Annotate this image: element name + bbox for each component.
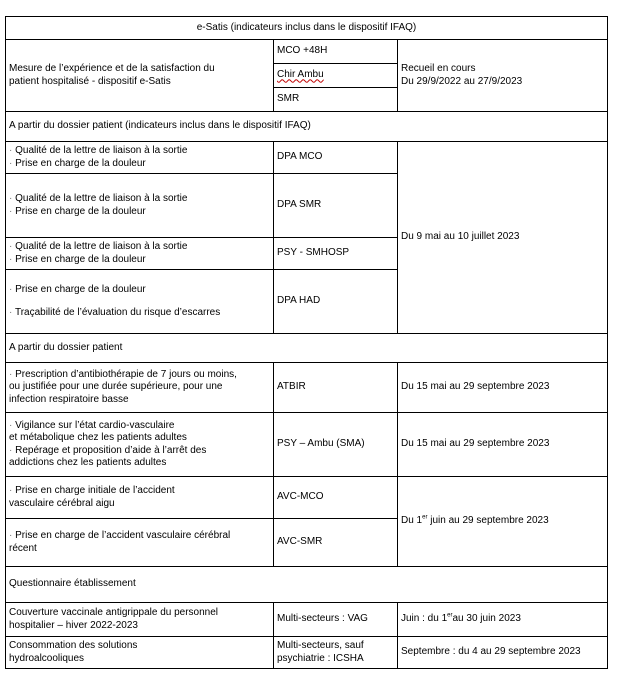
indicators-table: [5, 16, 608, 669]
section-header-esatis: [6, 17, 608, 40]
sector-code: AVC-MCO: [274, 477, 398, 519]
indicator-description: · Prescription d’antibiothérapie de 7 jours ou moins, ou justifiée pour une durée supérieure, pour une infection respiratoire basse: [6, 363, 274, 413]
sector-code: DPA MCO: [274, 142, 398, 174]
indicator-description: · Qualité de la lettre de liaison à la sortie · Prise en charge de la douleur: [6, 142, 274, 174]
collection-period: Recueil en cours Du 29/9/2022 au 27/9/2023: [398, 40, 608, 112]
collection-period: Septembre : du 4 au 29 septembre 2023: [398, 637, 608, 669]
section-title: e-Satis (indicateurs inclus dans le dispositif IFAQ): [6, 17, 608, 40]
sector-code: SMR: [274, 88, 398, 112]
section-header-questionnaire: [6, 567, 608, 603]
table-row: [6, 637, 608, 669]
table-row: [6, 413, 608, 477]
sector-code: Multi-secteurs : VAG: [274, 603, 398, 637]
sector-code: AVC-SMR: [274, 519, 398, 567]
indicator-description: · Prise en charge de la douleur · Traçabilité de l’évaluation du risque d’escarres: [6, 270, 274, 334]
indicator-description: · Prise en charge initiale de l’accident vasculaire cérébral aigu: [6, 477, 274, 519]
indicator-description: Couverture vaccinale antigrippale du personnel hospitalier – hiver 2022-2023: [6, 603, 274, 637]
table-row: [6, 40, 608, 64]
section-header-dpa-ifaq: [6, 112, 608, 142]
sector-code: PSY – Ambu (SMA): [274, 413, 398, 477]
table-row: [6, 363, 608, 413]
section-header-dpa: [6, 334, 608, 363]
indicator-description: · Prise en charge de l’accident vasculaire cérébral récent: [6, 519, 274, 567]
table-row: [6, 477, 608, 519]
sector-code: Multi-secteurs, sauf psychiatrie : ICSHA: [274, 637, 398, 669]
table-row: [6, 603, 608, 637]
collection-period: Juin : du 1erau 30 juin 2023: [398, 603, 608, 637]
collection-period: Du 1er juin au 29 septembre 2023: [398, 477, 608, 567]
collection-period: Du 9 mai au 10 juillet 2023: [398, 142, 608, 334]
sector-code: DPA SMR: [274, 174, 398, 238]
collection-period: Du 15 mai au 29 septembre 2023: [398, 413, 608, 477]
sector-code: Chir Ambu: [274, 64, 398, 88]
indicator-description: · Qualité de la lettre de liaison à la sortie · Prise en charge de la douleur: [6, 238, 274, 270]
collection-period: Du 15 mai au 29 septembre 2023: [398, 363, 608, 413]
section-title: A partir du dossier patient (indicateurs inclus dans le dispositif IFAQ): [6, 112, 608, 142]
section-title: Questionnaire établissement: [6, 567, 608, 603]
sector-code: ATBIR: [274, 363, 398, 413]
indicator-description: Mesure de l’expérience et de la satisfaction du patient hospitalisé - dispositif e-Satis: [6, 40, 274, 112]
indicator-description: · Vigilance sur l’état cardio-vasculaire et métabolique chez les patients adultes · Repérage et proposition d’aide à l’arrêt des addictions chez les patients adultes: [6, 413, 274, 477]
indicator-description: · Qualité de la lettre de liaison à la sortie · Prise en charge de la douleur: [6, 174, 274, 238]
sector-code: PSY - SMHOSP: [274, 238, 398, 270]
sector-code: MCO +48H: [274, 40, 398, 64]
table-row: [6, 142, 608, 174]
sector-code: DPA HAD: [274, 270, 398, 334]
indicator-description: Consommation des solutions hydroalcooliques: [6, 637, 274, 669]
section-title: A partir du dossier patient: [6, 334, 608, 363]
